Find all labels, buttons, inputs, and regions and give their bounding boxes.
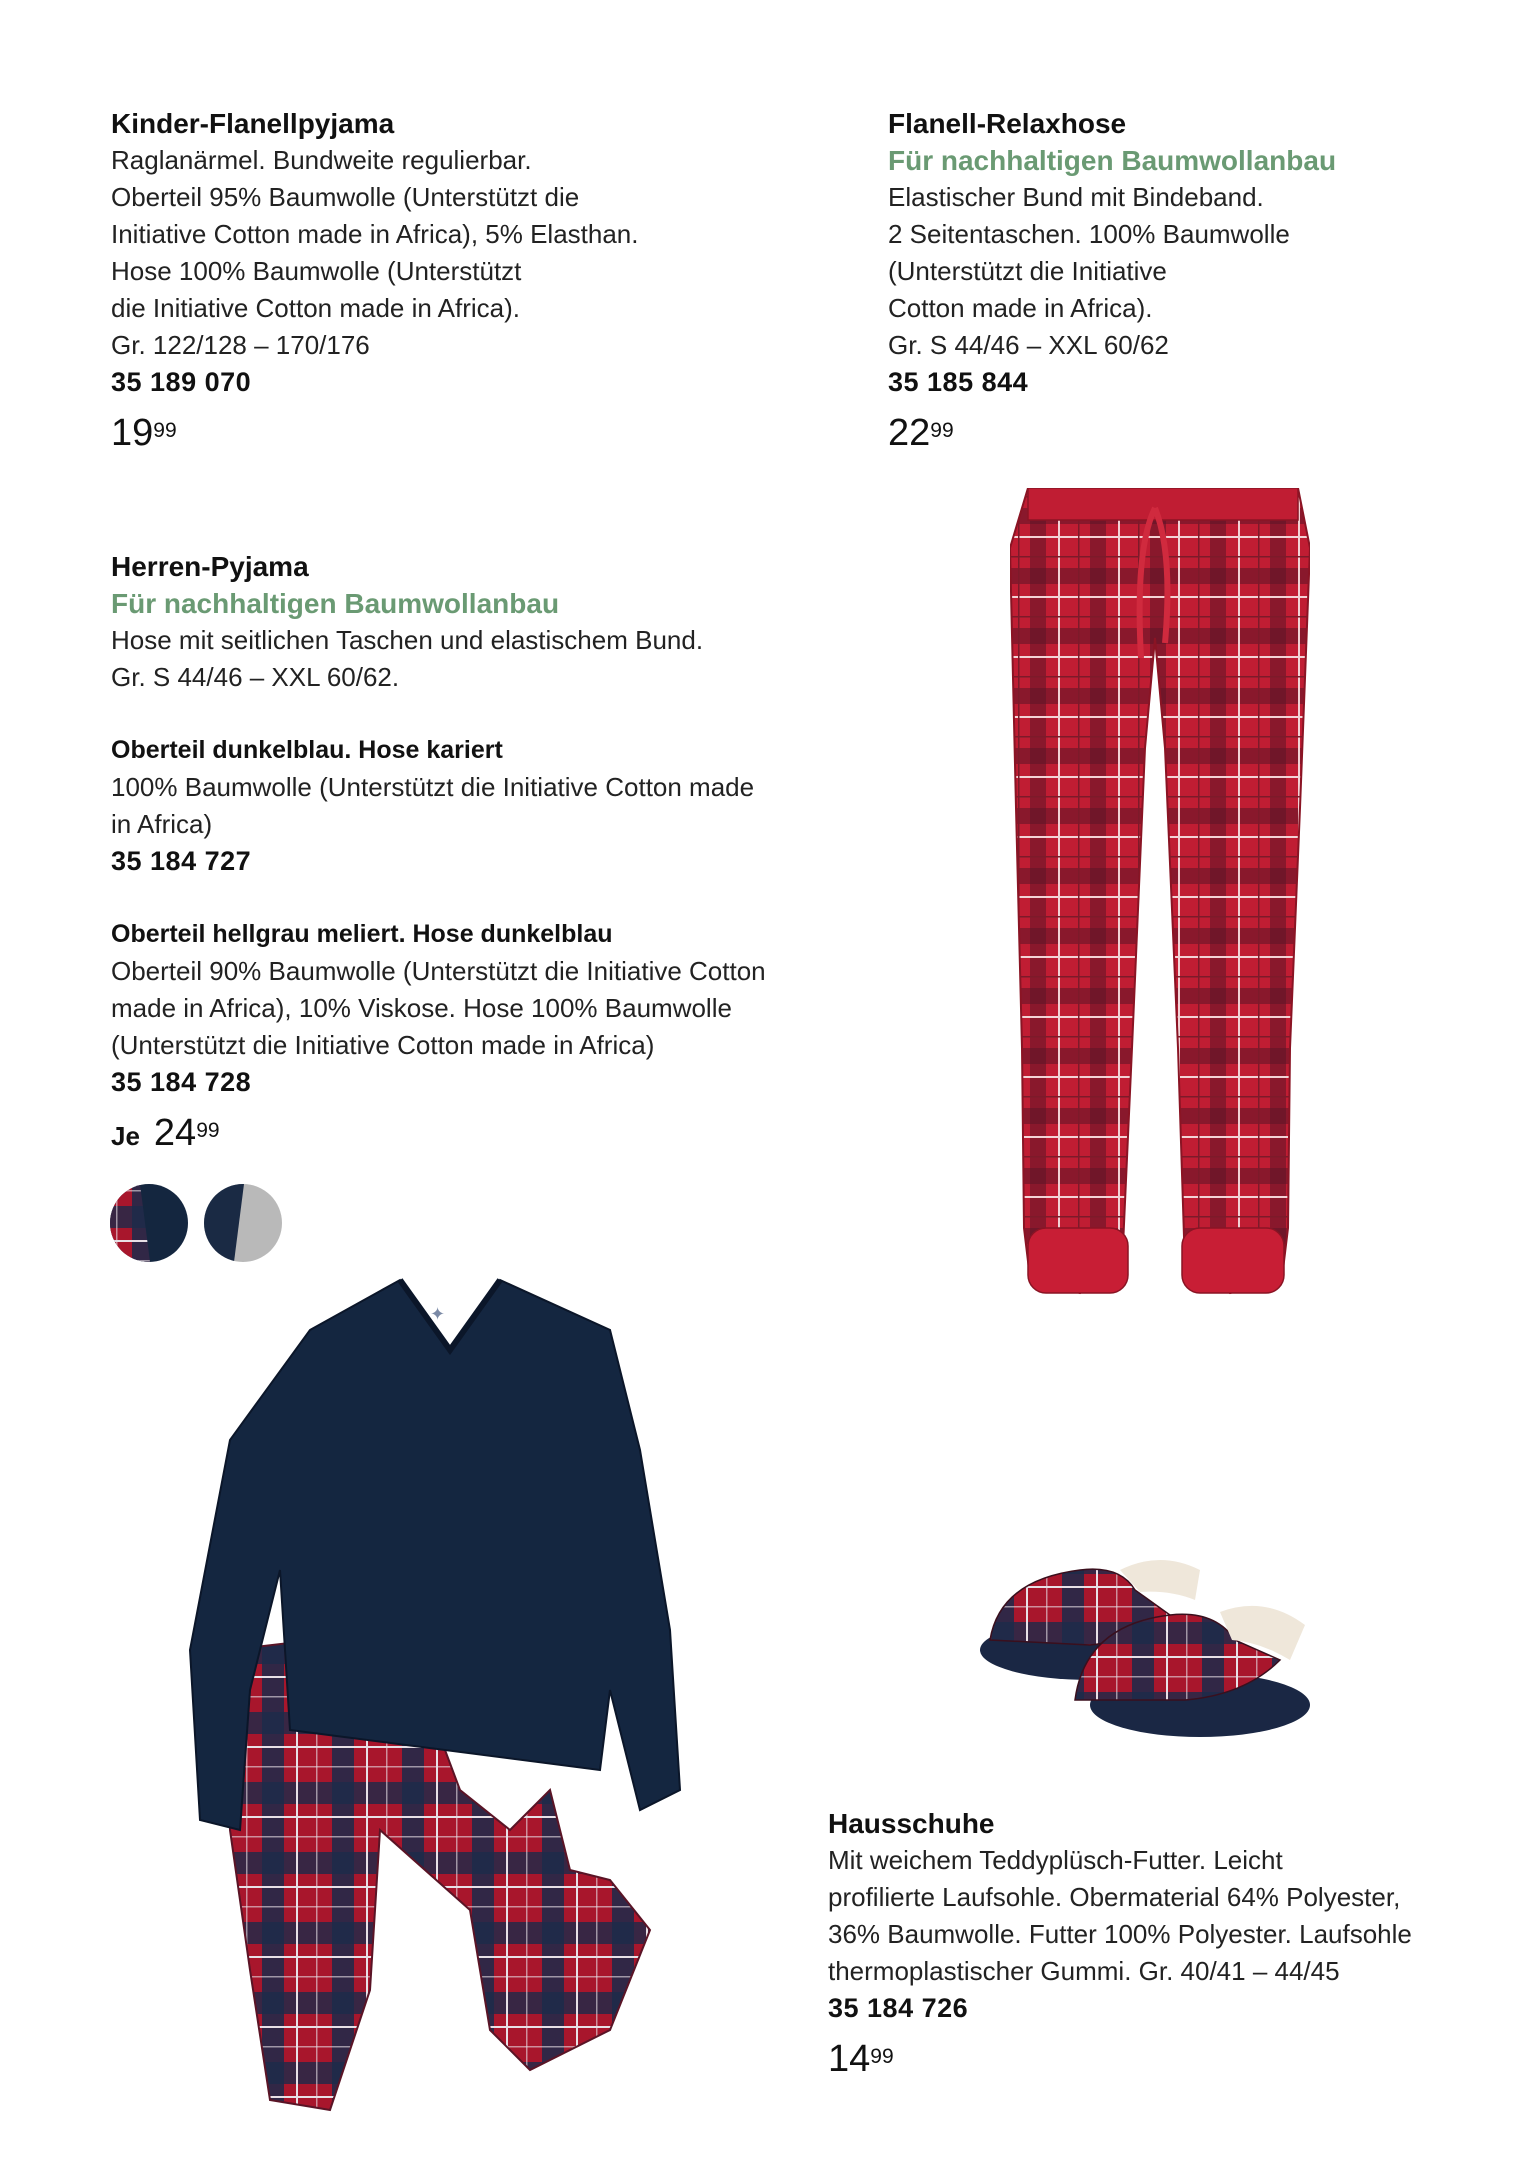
article-number: 35 184 728 xyxy=(111,1067,252,1097)
product-title: Herren-Pyjama xyxy=(111,551,309,582)
desc-line: in Africa) xyxy=(111,809,213,839)
desc-line: Initiative Cotton made in Africa), 5% Elasthan. xyxy=(111,219,639,249)
price-prefix: Je xyxy=(111,1121,140,1151)
product-relax-pants xyxy=(888,105,1488,455)
desc-line: Hose 100% Baumwolle (Unterstützt xyxy=(111,256,522,286)
price-dec: 99 xyxy=(153,419,177,442)
desc-line: Gr. 122/128 – 170/176 xyxy=(111,330,370,360)
desc-line: thermoplastischer Gummi. Gr. 40/41 – 44/45 xyxy=(828,1956,1340,1986)
swatch-navy-plaid[interactable] xyxy=(110,1184,188,1262)
price-int: 24 xyxy=(153,1112,197,1154)
desc-line: Cotton made in Africa). xyxy=(888,293,1153,323)
desc-line: Gr. S 44/46 – XXL 60/62 xyxy=(888,330,1169,360)
desc-line: 2 Seitentaschen. 100% Baumwolle xyxy=(888,219,1290,249)
variant-title: Oberteil hellgrau meliert. Hose dunkelblau xyxy=(111,920,613,948)
desc-line: die Initiative Cotton made in Africa). xyxy=(111,293,520,323)
logo-mark: ✦ xyxy=(430,1304,446,1325)
article-number: 35 185 844 xyxy=(888,367,1029,397)
price-dec: 99 xyxy=(870,2045,894,2068)
variant-title: Oberteil dunkelblau. Hose kariert xyxy=(111,736,503,764)
price-dec: 99 xyxy=(930,419,954,442)
sustainability-tag: Für nachhaltigen Baumwollanbau xyxy=(888,145,1337,176)
price-int: 19 xyxy=(111,412,154,454)
desc-line: 36% Baumwolle. Futter 100% Polyester. Laufsohle xyxy=(828,1919,1412,1949)
price xyxy=(111,411,811,455)
desc-line: Hose mit seitlichen Taschen und elastischem Bund. xyxy=(111,625,704,655)
price xyxy=(111,1111,871,1158)
desc-line: 100% Baumwolle (Unterstützt die Initiative Cotton made xyxy=(111,772,755,802)
relax-pants-image xyxy=(1010,488,1310,1308)
price xyxy=(828,2037,1508,2081)
price xyxy=(888,411,1488,455)
price-int: 14 xyxy=(828,2038,871,2080)
swatch-navy-plaid-graphic xyxy=(110,1184,188,1262)
desc-line: Raglanärmel. Bundweite regulierbar. xyxy=(111,145,532,175)
desc-line: (Unterstützt die Initiative Cotton made in Africa) xyxy=(111,1030,655,1060)
product-men-pyjama xyxy=(111,548,871,1158)
desc-line: Oberteil 90% Baumwolle (Unterstützt die Initiative Cotton xyxy=(111,956,766,986)
desc-line: made in Africa), 10% Viskose. Hose 100% Baumwolle xyxy=(111,993,732,1023)
product-slippers xyxy=(828,1805,1508,2081)
swatch-grey-navy[interactable] xyxy=(204,1184,282,1262)
men-pyjama-image xyxy=(170,1270,730,2130)
desc-line: Gr. S 44/46 – XXL 60/62. xyxy=(111,662,400,692)
desc-line: Elastischer Bund mit Bindeband. xyxy=(888,182,1264,212)
desc-line: Oberteil 95% Baumwolle (Unterstützt die xyxy=(111,182,580,212)
desc-line: Mit weichem Teddyplüsch-Futter. Leicht xyxy=(828,1845,1283,1875)
article-number: 35 184 727 xyxy=(111,846,252,876)
desc-line: (Unterstützt die Initiative xyxy=(888,256,1167,286)
product-title: Hausschuhe xyxy=(828,1808,995,1839)
product-title: Kinder-Flanellpyjama xyxy=(111,108,395,139)
product-title: Flanell-Relaxhose xyxy=(888,108,1127,139)
sustainability-tag: Für nachhaltigen Baumwollanbau xyxy=(111,588,560,619)
swatch-grey-navy-graphic xyxy=(204,1184,282,1262)
desc-line: profilierte Laufsohle. Obermaterial 64% Polyester, xyxy=(828,1882,1401,1912)
price-int: 22 xyxy=(888,412,931,454)
price-dec: 99 xyxy=(196,1119,220,1142)
article-number: 35 184 726 xyxy=(828,1993,969,2023)
slippers-image xyxy=(970,1530,1310,1750)
product-kids-pyjama xyxy=(111,105,811,455)
article-number: 35 189 070 xyxy=(111,367,252,397)
